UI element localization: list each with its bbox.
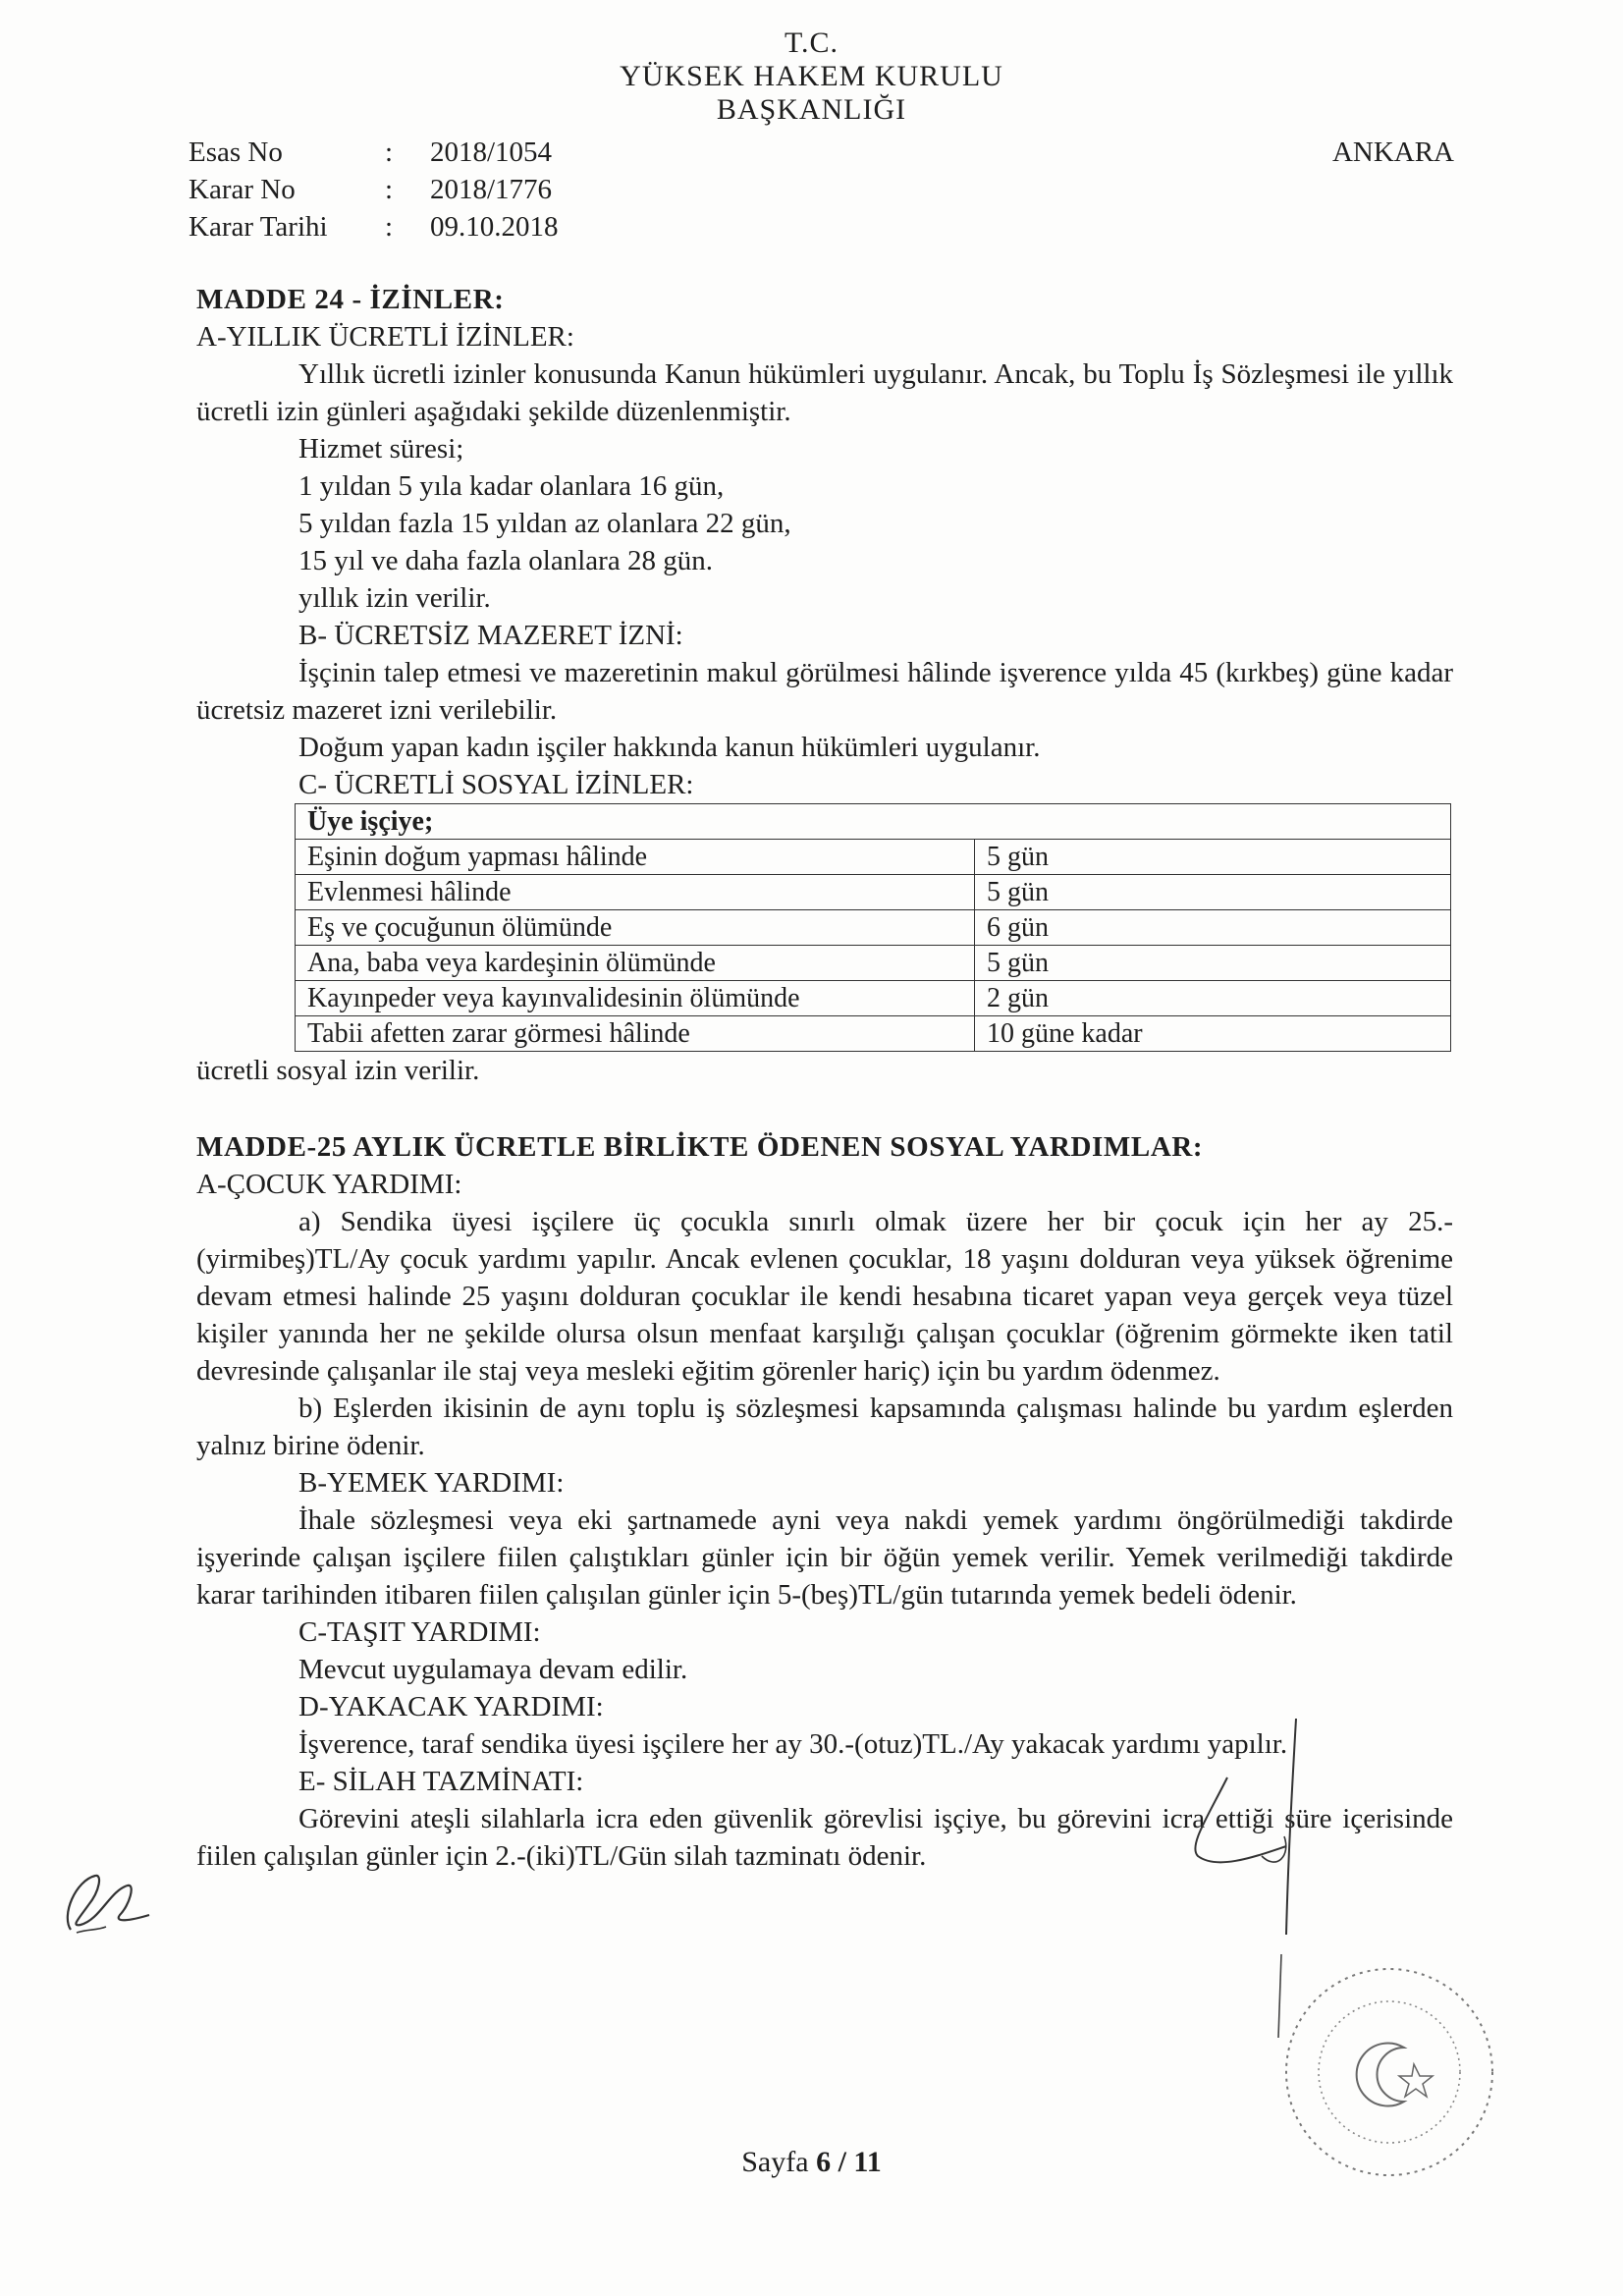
table-row bbox=[296, 840, 1451, 875]
list-line: 15 yıl ve daha fazla olanlara 28 gün. bbox=[298, 545, 713, 576]
meta-value: 2018/1054 bbox=[430, 137, 553, 168]
paragraph: Yıllık ücretli izinler konusunda Kanun hükümleri uygulanır. Ancak, bu Toplu İş Sözleşmesi ile yıllık ücretli izin günleri aşağıdaki şekilde düzenlenmiştir. bbox=[196, 358, 1453, 427]
section-e-title: E- SİLAH TAZMİNATI: bbox=[298, 1766, 584, 1797]
table-header-row bbox=[296, 804, 1451, 840]
meta-colon: : bbox=[385, 211, 394, 243]
table-cell-days: 5 gün bbox=[975, 840, 1451, 875]
city: ANKARA bbox=[1331, 137, 1454, 168]
header-presidency: BAŞKANLIĞI bbox=[716, 93, 907, 126]
paragraph: b) Eşlerden ikisinin de aynı toplu iş sözleşmesi kapsamında çalışması halinde bu yardım eşlerden yalnız birine ödenir. bbox=[196, 1393, 1453, 1461]
meta-row-esas bbox=[189, 134, 559, 171]
list-line: Hizmet süresi; bbox=[298, 433, 464, 465]
table-row bbox=[296, 1016, 1451, 1052]
section-b-title: B- ÜCRETSİZ MAZERET İZNİ: bbox=[298, 620, 683, 651]
meta-row-karar bbox=[189, 171, 559, 208]
paragraph: İhale sözleşmesi veya eki şartnamede ayni veya nakdi yemek yardımı öngörülmediği takdirde işyerinde çalışan işçilere fiilen çalıştıkları günler için bir öğün yemek verilir. Yemek verilmediği takdirde karar tarihinden itibaren fiilen çalışılan günler için 5-(beş)TL/gün tutarında yemek bedeli ödenir. bbox=[196, 1504, 1453, 1611]
meta-label: Esas No bbox=[189, 137, 283, 168]
page-number bbox=[0, 2144, 1623, 2181]
table-cell-days: 6 gün bbox=[975, 910, 1451, 946]
social-leave-table bbox=[295, 803, 1451, 1052]
article-25-title: MADDE-25 AYLIK ÜCRETLE BİRLİKTE ÖDENEN SOSYAL YARDIMLAR: bbox=[196, 1131, 1204, 1163]
table-row bbox=[296, 981, 1451, 1016]
section-d-title: D-YAKACAK YARDIMI: bbox=[298, 1691, 604, 1722]
section-c-title: C- ÜCRETLİ SOSYAL İZİNLER: bbox=[298, 769, 694, 800]
table-cell-case: Tabii afetten zarar görmesi hâlinde bbox=[296, 1016, 975, 1052]
paragraph: İşçinin talep etmesi ve mazeretinin makul görülmesi hâlinde işverence yılda 45 (kırkbeş) güne kadar ücretsiz mazeret izni verilebilir. bbox=[196, 657, 1453, 726]
table-cell-case: Kayınpeder veya kayınvalidesinin ölümünde bbox=[296, 981, 975, 1016]
document-body bbox=[196, 281, 1453, 1875]
header-tc: T.C. bbox=[784, 27, 839, 59]
table-cell-days: 5 gün bbox=[975, 875, 1451, 910]
page-prefix: Sayfa bbox=[741, 2146, 809, 2178]
spacer bbox=[196, 1089, 1453, 1128]
meta-value: 2018/1776 bbox=[430, 174, 553, 205]
handwritten-initials-icon bbox=[41, 1836, 179, 1954]
meta-colon: : bbox=[385, 137, 394, 168]
table-cell-case: Evlenmesi hâlinde bbox=[296, 875, 975, 910]
section-c-title: C-TAŞIT YARDIMI: bbox=[298, 1616, 541, 1648]
table-cell-days: 2 gün bbox=[975, 981, 1451, 1016]
table-cell-days: 10 güne kadar bbox=[975, 1016, 1451, 1052]
paragraph: Doğum yapan kadın işçiler hakkında kanun hükümleri uygulanır. bbox=[298, 732, 1041, 763]
list-line: 5 yıldan fazla 15 yıldan az olanlara 22 gün, bbox=[298, 508, 791, 539]
table-row bbox=[296, 875, 1451, 910]
section-a-title: A-YILLIK ÜCRETLİ İZİNLER: bbox=[196, 321, 574, 353]
page-count: 6 / 11 bbox=[816, 2146, 882, 2178]
table-header-cell: Üye işçiye; bbox=[296, 804, 1451, 840]
paragraph: İşverence, taraf sendika üyesi işçilere her ay 30.-(otuz)TL./Ay yakacak yardımı yapılır. bbox=[298, 1728, 1288, 1760]
table-cell-case: Eşinin doğum yapması hâlinde bbox=[296, 840, 975, 875]
paragraph: ücretli sosyal izin verilir. bbox=[196, 1055, 480, 1086]
article-24-title: MADDE 24 - İZİNLER: bbox=[196, 284, 505, 315]
table-cell-days: 5 gün bbox=[975, 946, 1451, 981]
paragraph: Görevini ateşli silahlarla icra eden güvenlik görevlisi işçiye, bu görevini icra ettiği süre içerisinde fiilen çalışılan günler için 2.-(iki)TL/Gün silah tazminatı ödenir. bbox=[196, 1803, 1453, 1872]
paragraph: a) Sendika üyesi işçilere üç çocukla sınırlı olmak üzere her bir çocuk için her ay 25.-(yirmibeş)TL/Ay çocuk yardımı yapılır. Ancak evlenen çocuklar, 18 yaşını dolduran veya yüksek öğrenime devam etmesi halinde 25 yaşını dolduran çocuklar ile kendi hesabına ticaret yapan veya gerçek veya tüzel kişiler yanında her ne şekilde olursa olsun menfaat karşılığı çalışan çocuklar (öğrenim görmekte iken tatil devresinde çalışanlar ile staj veya mesleki eğitim görenler hariç) için bu yardım ödenmez. bbox=[196, 1206, 1453, 1387]
table-cell-case: Ana, baba veya kardeşinin ölümünde bbox=[296, 946, 975, 981]
meta-colon: : bbox=[385, 174, 394, 205]
list-line: 1 yıldan 5 yıla kadar olanlara 16 gün, bbox=[298, 470, 725, 502]
paragraph: Mevcut uygulamaya devam edilir. bbox=[298, 1654, 688, 1685]
section-a-title: A-ÇOCUK YARDIMI: bbox=[196, 1169, 462, 1200]
table-row bbox=[296, 910, 1451, 946]
section-b-title: B-YEMEK YARDIMI: bbox=[298, 1467, 565, 1499]
meta-label: Karar No bbox=[189, 174, 296, 205]
table-row bbox=[296, 946, 1451, 981]
table-cell-case: Eş ve çocuğunun ölümünde bbox=[296, 910, 975, 946]
meta-value: 09.10.2018 bbox=[430, 211, 559, 243]
case-meta bbox=[189, 134, 559, 246]
meta-label: Karar Tarihi bbox=[189, 211, 328, 243]
meta-row-tarih bbox=[189, 208, 559, 246]
header-institution: YÜKSEK HAKEM KURULU bbox=[620, 60, 1003, 92]
list-line: yıllık izin verilir. bbox=[298, 582, 491, 614]
